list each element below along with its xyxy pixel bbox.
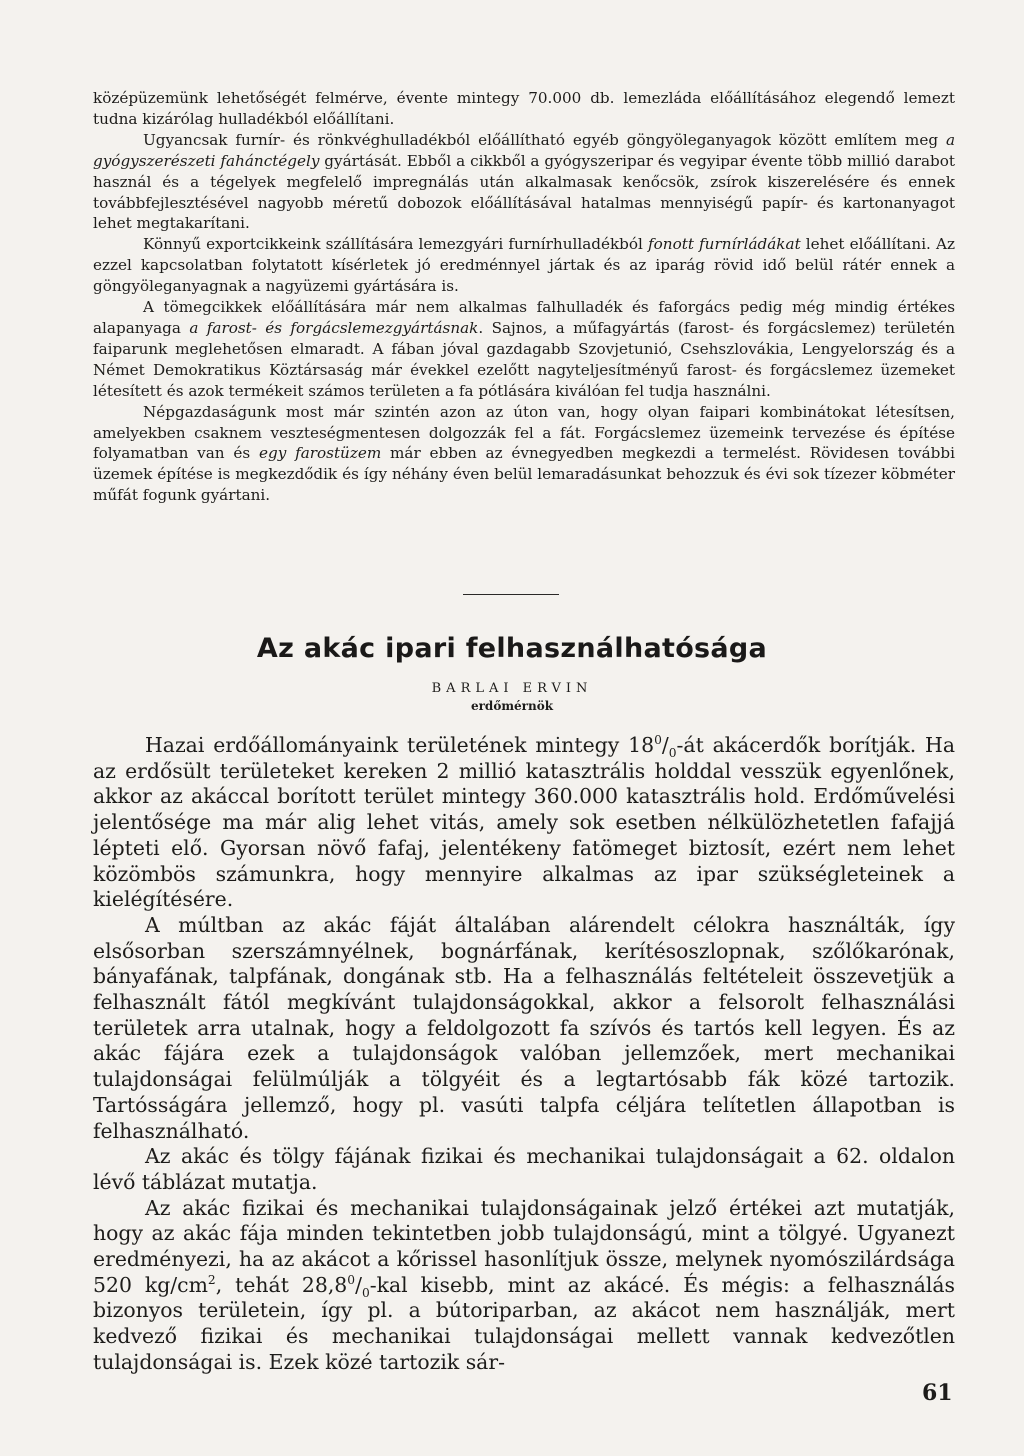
paragraph: Az akác fizikai és mechanikai tulajdonságainak jelző értékei azt mutatják, hogy az akác fája minden tekintetben jobb tulajdonságú, mint a tölgyé. Ugyanezt eredményezi, ha az akácot a kőrissel hasonlítjuk össze, melynek nyomószilárdsága 520 $kg/cm^2$, tehát $28,8^0/_0$-kal kisebb, mint az akácé. És mégis: a felhasználás bizonyos területein, így pl. a bútoriparban, az akácot nem használják, mert kedvező fizikai és mechanikai tulajdonságai mellett vannak kedvezőtlen tulajdonságai is. Ezek közé tartozik sár-	[93, 1195, 955, 1374]
section-divider	[463, 594, 559, 595]
paragraph: A múltban az akác fáját általában alárendelt célokra használták, így elsősorban szerszámnyélnek, bognárfának, kerítésoszlopnak, szőlőkarónak, bányafának, talpfának, dongának stb. Ha a felhasználás feltételeit összevetjük a felhasznált fától megkívánt tulajdonságokkal, akkor a felsorolt felhasználási területek arra utalnak, hogy a feldolgozott fa szívós és tartós kell legyen. És az akác fájára ezek a tulajdonságok valóban jellemzőek, mert mechanikai tulajdonságai felülmúlják a tölgyéit és a legtartósabb fák közé tartozik. Tartósságára jellemző, hogy pl. vasúti talpfa céljára telítetlen állapotban is felhasználható.	[93, 912, 955, 1143]
paragraph: Ugyancsak furnír- és rönkvéghulladékból előállítható egyéb göngyöleganyagok között említem meg a gyógyszerészeti fahánctégely gyártását. Ebből a cikkből a gyógyszeripar és vegyipar évente több millió darabot használ és a tégelyek megfelelő impregnálás után alkalmasak kenőcsök, zsírok kiszerelésére és ennek továbbfejlesztésével nagyobb méretű dobozok előállításával hatalmas mennyiségű papír- és kartonanyagot lehet megtakarítani.	[93, 130, 955, 233]
paragraph: A tömegcikkek előállítására már nem alkalmas falhulladék és faforgács pedig még mindig értékes alapanyaga a farost- és forgácslemezgyártásnak. Sajnos, a műfagyártás (farost- és forgácslemez) területén faiparunk meglehetősen elmaradt. A fában jóval gazdagabb Szovjetunió, Csehszlovákia, Lengyelország és a Német Demokratikus Köztársaság már évekkel ezelőtt nagyteljesítményű farost- és forgácslemez üzemeket létesített és azok termékeit számos területen a fa pótlására kiválóan fel tudja használni.	[93, 298, 956, 400]
paragraph: Népgazdaságunk most már szintén azon az úton van, hogy olyan faipari kombinátokat létesítsen, amelyekben csaknem veszteségmentesen dolgozzák fel a fát. Forgácslemez üzemeink tervezése és építése folyamatban van és egy farostüzem már ebben az évnegyedben megkezdi a termelést. Rövidesen további üzemek építése is megkezdődik és így néhány éven belül lemaradásunkat behozzuk és évi sok tízezer köbméter műfát fogunk gyártani.	[93, 402, 955, 505]
paragraph: középüzemünk lehetőségét felmérve, évente mintegy 70.000 db. lemezláda előállításához elegendő lemezt tudna kizárólag hulladékból előállítani.	[93, 89, 955, 128]
paragraph: Hazai erdőállományaink területének mintegy $18^0/_0-át$ akácerdők borítják. Ha az erdősült területeket kereken 2 millió katasztrális holddal vesszük egyenlőnek, akkor az akáccal borított terület mintegy 360.000 katasztrális hold. Erdőművelési jelentősége ma már alig lehet vitás, amely sok esetben nélkülözhetetlen fafajjá lépteti elő. Gyorsan növő fafaj, jelentékeny fatömeget biztosít, ezért nem lehet közömbös számunkra, hogy mennyire alkalmas az ipar szükségleteinek a kielégítésére.	[93, 733, 955, 912]
paragraph: Könnyű exportcikkeink szállítására lemezgyári furnírhulladékból fonott furnírládákat lehet előállítani. Az ezzel kapcsolatban folytatott kísérletek jó eredménnyel jártak és az iparág rövid idő belül rátér ennek a göngyöleganyagnak a nagyüzemi gyártására is.	[93, 235, 955, 296]
continued-article-body	[93, 88, 955, 506]
paragraph: Az akác és tölgy fájának fizikai és mechanikai tulajdonságait a 62. oldalon lévő táblázat mutatja.	[93, 1144, 955, 1194]
article-author: BARLAI ERVIN	[431, 681, 593, 696]
article-body	[93, 733, 955, 1376]
article-title: Az akác ipari felhasználhatósága	[256, 633, 768, 664]
author-role: erdőmérnök	[470, 699, 554, 713]
page-number: 61	[922, 1380, 953, 1406]
